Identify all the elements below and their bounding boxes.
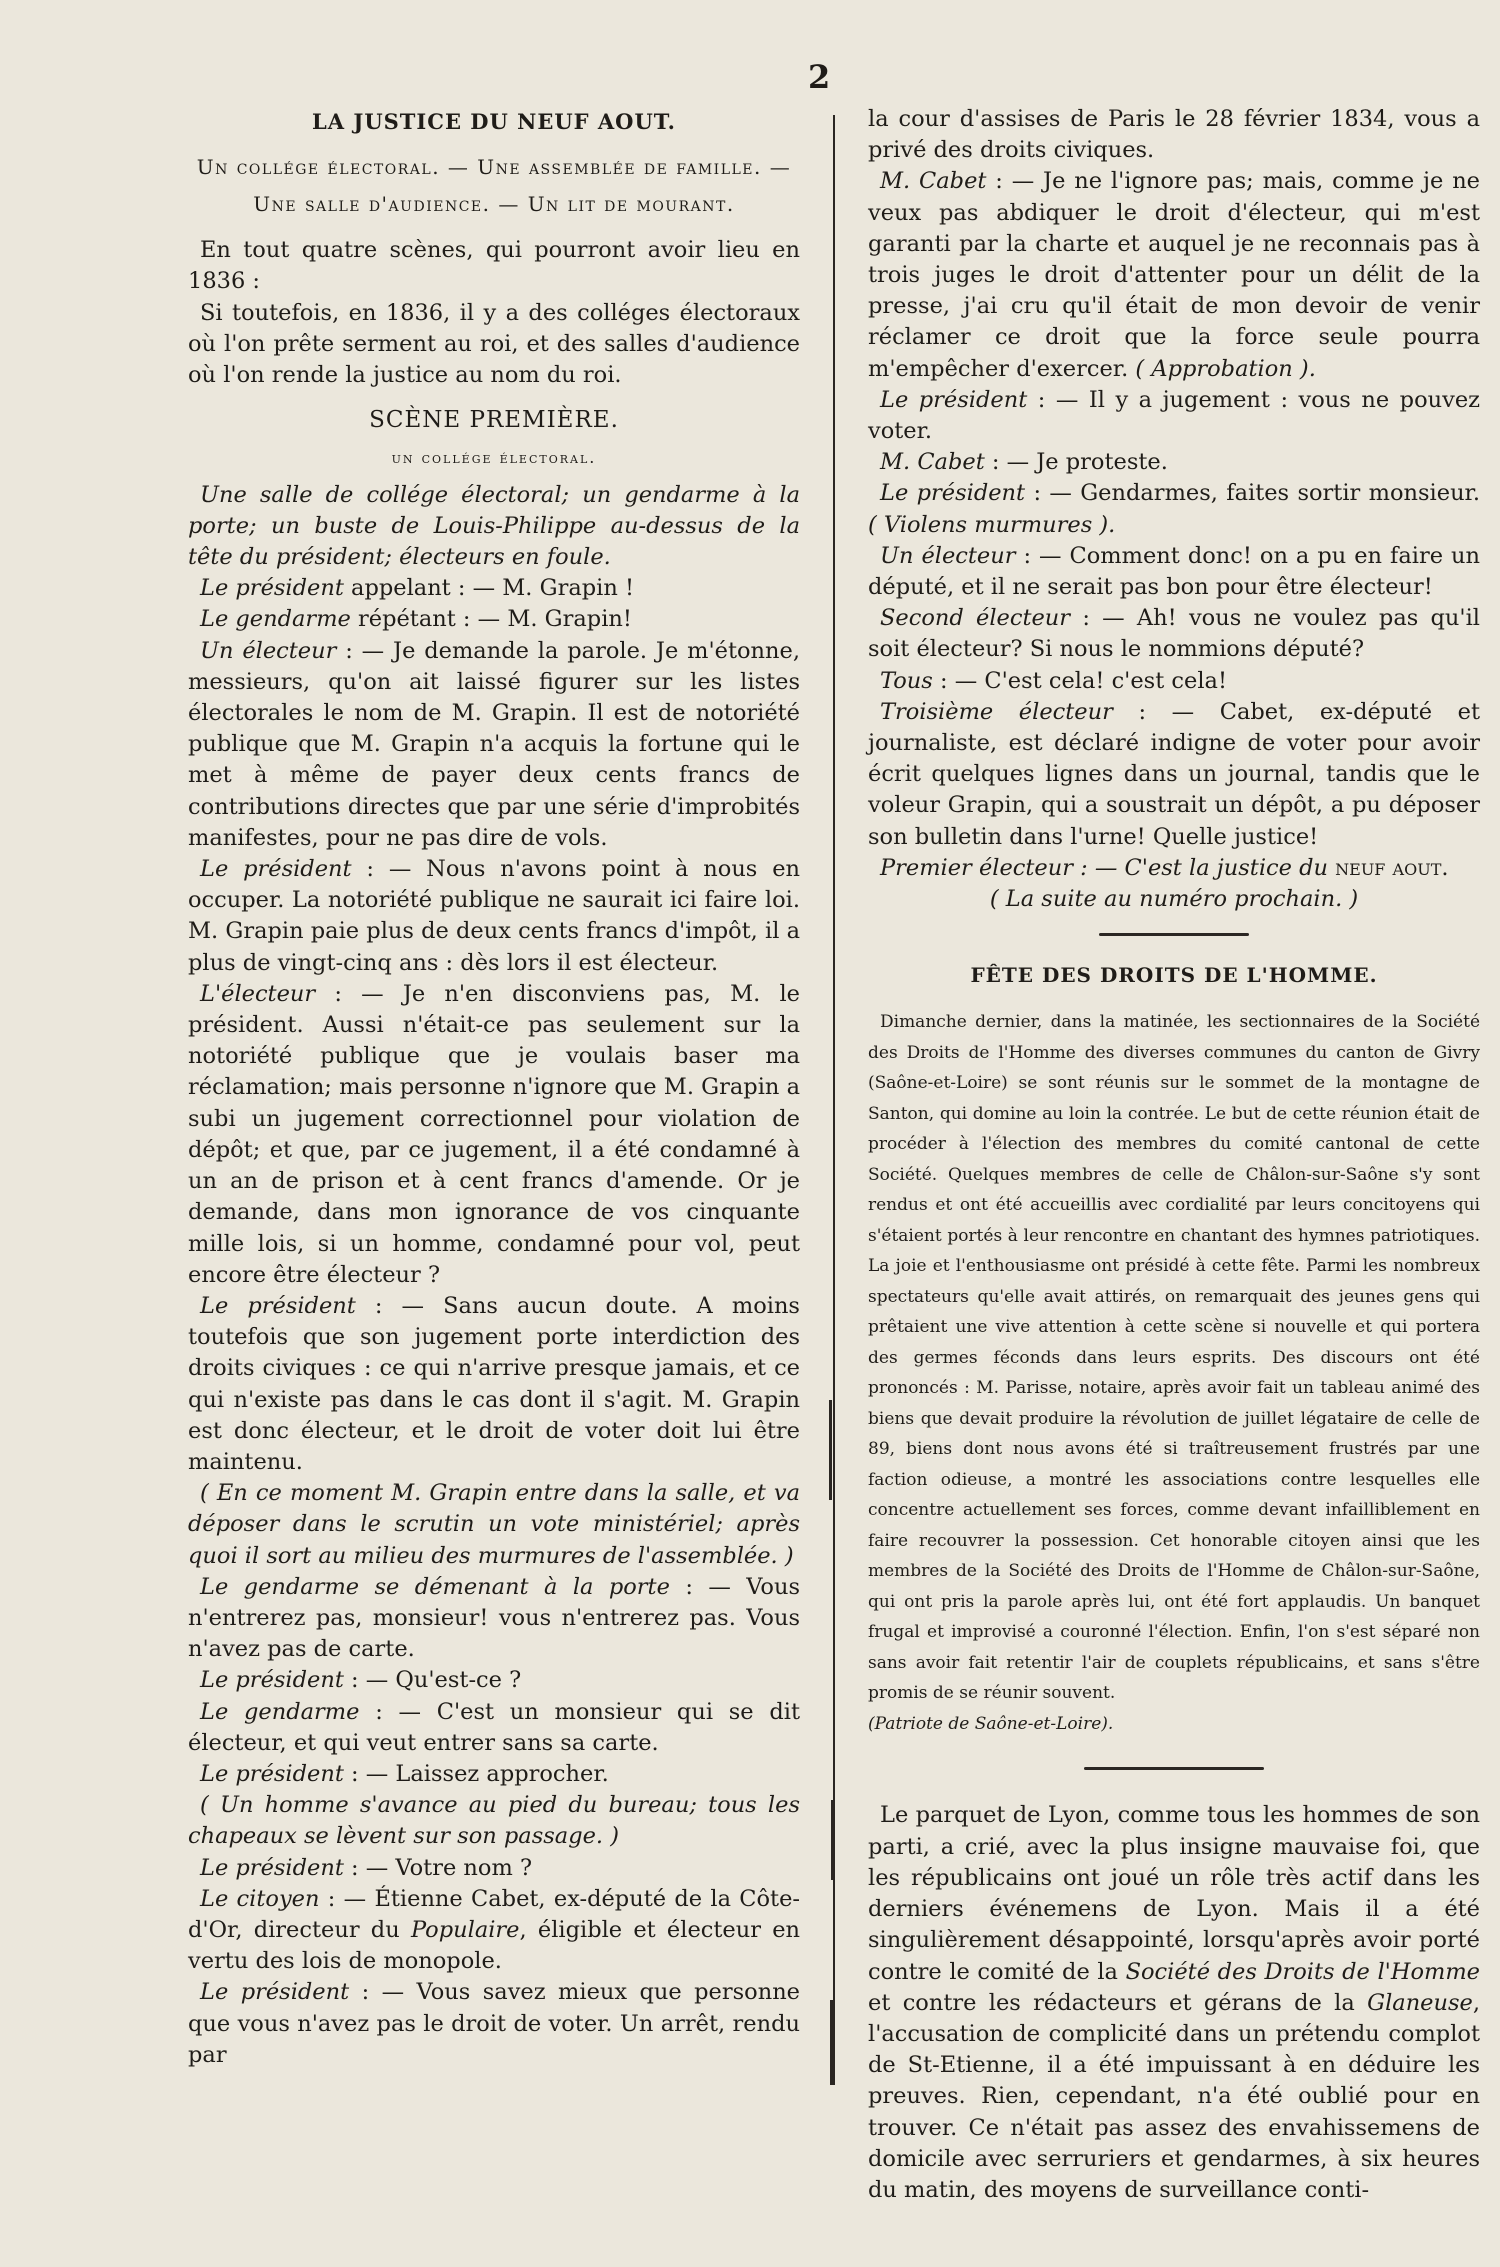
speaker: M. Cabet (880, 168, 987, 195)
article-title: LA JUSTICE DU NEUF AOUT. (312, 109, 676, 134)
scene-subheading: un collége électoral. (391, 448, 597, 468)
speech: : — Sans aucun doute. A moins toutefois que son jugement porte interdiction des droits civiques : ce qui n'arrive presque jamais, et ce qui n'existe pas dans le cas dont il s'agit. M. Grapin est donc électeur, et le droit de voter doit lui être maintenu. (188, 1292, 800, 1475)
speaker: Le citoyen (200, 1885, 320, 1912)
speaker: Le président (200, 1854, 344, 1881)
section-divider (1084, 1767, 1264, 1770)
organization-name: Société des Droits de l'Homme (1125, 1958, 1480, 1985)
speech: : — Vous savez mieux que personne que vous n'avez pas le droit de voter. Un arrêt, rendu par (188, 1979, 800, 2068)
speaker: Le président (200, 1667, 344, 1694)
speaker: Troisième électeur (880, 698, 1113, 725)
section-divider (1099, 933, 1249, 936)
source-credit: (Patriote de Saône-et-Loire). (868, 1713, 1114, 1734)
speaker: Tous (880, 667, 933, 694)
speech: : — Je demande la parole. Je m'étonne, messieurs, qu'on ait laissé figurer sur les listes électorales le nom de M. Grapin. Il est de notoriété publique que M. Grapin n'a acquis la fortune qui le met à même de payer deux cents francs de contributions directes que par une série d'improbités manifestes, pour ne pas dire de vols. (188, 637, 801, 851)
dialogue-line (868, 385, 1480, 447)
speech: : — Laissez approcher. (351, 1760, 609, 1787)
column-divider (833, 115, 835, 2085)
speech: : — Cabet, ex-député et journaliste, est déclaré indigne de voter pour avoir écrit quelques lignes dans un journal, tandis que le voleur Grapin, qui a soustrait un dépôt, a pu déposer son bulletin dans l'urne! Quelle justice! (868, 698, 1480, 850)
speaker: Second électeur (880, 605, 1071, 632)
speaker: Le président (880, 480, 1026, 507)
section-title: FÊTE DES DROITS DE L'HOMME. (970, 963, 1378, 988)
speaker: Le président (880, 386, 1028, 413)
stage-direction: ( En ce moment M. Grapin entre dans la salle, et va déposer dans le scrutin un vote ministériel; après quoi il sort au milieu des murmures de l'assemblée. ) (188, 1480, 800, 1569)
column-divider-mark (830, 2000, 833, 2085)
speaker: Un électeur (200, 637, 337, 664)
speaker: Le gendarme se démenant à la porte (200, 1573, 670, 1600)
dialogue-line (188, 1759, 800, 1790)
speech: répétant : — M. Grapin! (358, 606, 632, 633)
speech: : — Je proteste. (991, 449, 1168, 476)
speech: : — C'est la justice du (1080, 854, 1328, 881)
column-divider-mark (829, 1400, 832, 1500)
speech: : — Étienne Cabet, ex-député de la Côte-d'Or, directeur du (188, 1885, 801, 1943)
dialogue-line (188, 636, 800, 854)
speech: : — Je n'en disconviens pas, M. le président. Aussi n'était-ce pas seulement sur la notoriété publique que je voulais baser ma réclamation; mais personne n'ignore que M. Grapin a subi un jugement correctionnel pour violation de dépôt; et que, par ce jugement, il a été condamné à un an de prison et à cent francs d'amende. Or je demande, dans mon ignorance de vos cinquante mille lois, si un homme, condamné pour vol, peut encore être électeur ? (188, 980, 800, 1288)
dialogue-line (868, 603, 1480, 665)
speaker: Le gendarme (200, 606, 351, 633)
speech-emphasis: neuf aout. (1335, 854, 1449, 881)
speaker: Le président (200, 1979, 350, 2006)
dialogue-line (188, 573, 800, 604)
continuation-note: ( La suite au numéro prochain. ) (989, 886, 1359, 913)
text: , l'accusation de complicité dans un prétendu complot de St-Etienne, il a été impuissant à en déduire les preuves. Rien, cependant, n'a été oublié pour en trouver. Ce n'était pas assez des envahissemens de domicile avec serruriers et gendarmes, à six heures du matin, des moyens de surveillance conti- (868, 1989, 1481, 2203)
dialogue-line (868, 697, 1480, 853)
stage-direction: ( Approbation ). (1135, 355, 1316, 382)
left-column (188, 100, 800, 2071)
speech: : — Comment donc! on a pu en faire un député, et il ne serait pas bon pour être électeur! (868, 542, 1480, 601)
page-number: 2 (808, 58, 831, 96)
speaker: Le président (200, 1760, 344, 1787)
speech: : — Qu'est-ce ? (351, 1667, 522, 1694)
stage-direction: ( Violens murmures ). (868, 511, 1116, 538)
text: Le parquet de Lyon, comme tous les hommes de son parti, a crié, avec la plus insigne mauvaise foi, que les républicains ont joué un rôle très actif dans les derniers événemens de Lyon. Mais il a été singulièrement désappointé, lorsqu'après avoir porté contre le comité de la (868, 1802, 1480, 1985)
dialogue-line (188, 1665, 800, 1696)
speech: : — C'est cela! c'est cela! (940, 667, 1227, 694)
speaker: M. Cabet (880, 449, 985, 476)
dialogue-line (188, 1291, 800, 1478)
paragraph: Dimanche dernier, dans la matinée, les sectionnaires de la Société des Droits de l'Homme des diverses communes du canton de Givry (Saône-et-Loire) se sont réunis sur le sommet de la montagne de Santon, qui domine au loin la contrée. Le but de cette réunion était de procéder à l'élection des membres du comité cantonal de cette Société. Quelques membres de celle de Châlon-sur-Saône s'y sont rendus et ont été accueillis avec cordialité par leurs concitoyens qui s'étaient portés à leur rencontre en chantant des hymnes patriotiques. La joie et l'enthousiasme ont présidé à cette fête. Parmi les nombreux spectateurs qu'elle avait attirés, on remarquait des jeunes gens qui prêtaient une vive attention à cette scène si nouvelle et qui portera des germes féconds dans leurs esprits. Des discours ont été prononcés : M. Parisse, notaire, après avoir fait un tableau animé des biens que devait produire la révolution de juillet légataire de celle de 89, biens dont nous avons été si traîtreusement frustrés par une faction odieuse, a montré les associations contre lesquelles elle concentre actuellement ses forces, comme devant infailliblement en faire recouvrer la possession. Cet honorable citoyen ainsi que les membres de la Société des Droits de l'Homme de Châlon-sur-Saône, qui ont pris la parole après lui, ont été fort applaudis. Un banquet frugal et improvisé a couronné l'élection. Enfin, l'on s'est séparé non sans avoir fait retentir l'air de couplets républicains, et sans s'être promis de se réunir souvent. (868, 1012, 1480, 1704)
dialogue-line (868, 166, 1480, 384)
speech: : — Ah! vous ne voulez pas qu'il soit électeur? Si nous le nommions député? (868, 605, 1480, 663)
dialogue-line (188, 1697, 800, 1759)
dialogue-line (868, 447, 1480, 478)
paragraph (868, 1800, 1480, 2206)
dialogue-line (188, 854, 800, 979)
dialogue-line (868, 541, 1480, 603)
speaker: Un électeur (880, 542, 1016, 569)
speaker: Le gendarme (200, 1698, 360, 1725)
paragraph: la cour d'assises de Paris le 28 février 1834, vous a privé des droits civiques. (868, 106, 1480, 164)
paragraph: En tout quatre scènes, qui pourront avoir lieu en 1836 : (188, 237, 800, 295)
speech: : — Je ne l'ignore pas; mais, comme je ne veux pas abdiquer le droit d'électeur, qui m'est garanti par la charte et auquel je ne reconnais pas à trois juges le droit d'attenter pour un délit de la presse, j'ai cru qu'il était de mon devoir de venir réclamer ce droit que la force seule pourra m'empêcher d'exercer. (868, 168, 1480, 382)
dialogue-line (188, 1884, 800, 1978)
dialogue-line (868, 478, 1480, 540)
speech: : — Vous n'entrerez pas, monsieur! vous n'entrerez pas. Vous n'avez pas de carte. (188, 1573, 801, 1663)
speech: : — C'est un monsieur qui se dit électeur, et qui veut entrer sans sa carte. (188, 1698, 801, 1756)
scene-heading: SCÈNE PREMIÈRE. (369, 407, 619, 434)
right-column (868, 104, 1480, 2206)
paragraph: Si toutefois, en 1836, il y a des colléges électoraux où l'on prête serment au roi, et des salles d'audience où l'on rende la justice au nom du roi. (188, 299, 800, 389)
dialogue-line (868, 666, 1480, 697)
stage-direction: Une salle de collége électoral; un gendarme à la porte; un buste de Louis-Philippe au-dessus de la tête du président; électeurs en foule. (188, 481, 800, 571)
speaker: Le président (200, 856, 352, 883)
speech: appelant : — M. Grapin ! (351, 575, 635, 602)
text: et contre les rédacteurs et gérans de la (868, 1989, 1355, 2016)
speech: : — Il y a jugement : vous ne pouvez voter. (868, 386, 1480, 445)
newspaper-name: Glaneuse (1367, 1989, 1473, 2016)
speaker: Le président (200, 575, 344, 602)
dialogue-line (188, 1977, 800, 2071)
speech: , éligible et électeur en vertu des lois de monopole. (188, 1916, 800, 1975)
speech: : — Votre nom ? (351, 1854, 533, 1881)
column-divider-mark (831, 1800, 834, 1880)
dialogue-line (868, 853, 1480, 884)
newspaper-name: Populaire (410, 1916, 520, 1943)
speaker: Le président (200, 1292, 356, 1319)
speech: : — Gendarmes, faites sortir monsieur. (1033, 480, 1480, 507)
dialogue-line (188, 604, 800, 635)
dialogue-line (188, 1572, 800, 1666)
stage-direction: ( Un homme s'avance au pied du bureau; tous les chapeaux se lèvent sur son passage. ) (188, 1792, 800, 1850)
speaker: L'électeur (200, 980, 316, 1007)
dialogue-line (188, 1853, 800, 1884)
speaker: Premier électeur (880, 854, 1073, 881)
speech: : — Nous n'avons point à nous en occuper. La notoriété publique ne saurait ici faire loi. M. Grapin paie plus de deux cents francs d'impôt, il a plus de vingt-cinq ans : dès lors il est électeur. (188, 856, 800, 976)
article-subtitle: Un collége électoral. — Une assemblée de famille. — Une salle d'audience. — Un lit de mourant. (196, 155, 792, 217)
dialogue-line (188, 979, 800, 1291)
